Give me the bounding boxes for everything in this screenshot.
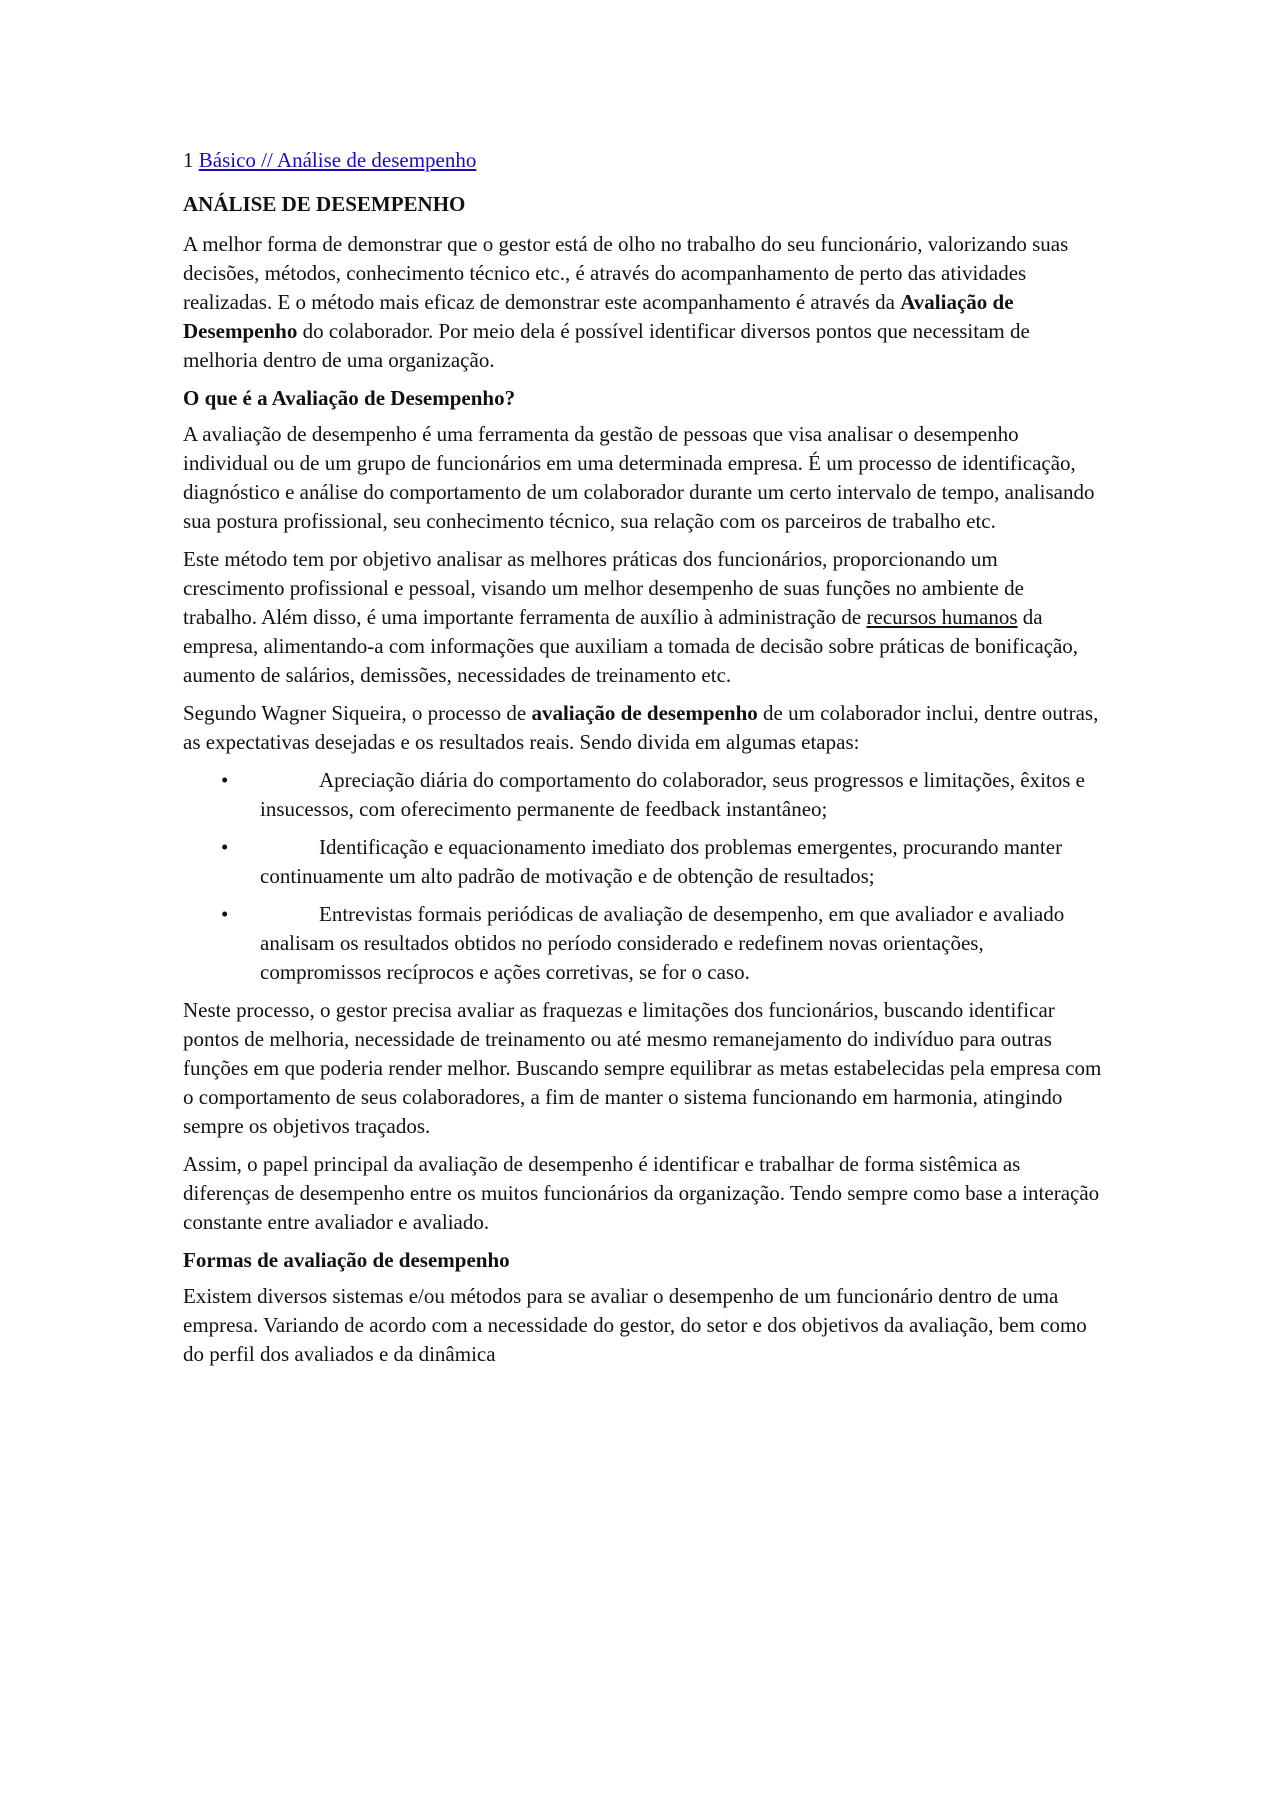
intro-text-2: do colaborador. Por meio dela é possível identificar diversos pontos que necessitam de melhoria dentro de uma organização.	[183, 319, 1030, 372]
siqueira-paragraph	[183, 699, 1103, 757]
bullet-icon: •	[221, 902, 229, 926]
breadcrumb-link[interactable]: Básico // Análise de desempenho	[198, 148, 477, 172]
list-item	[183, 766, 1103, 824]
conclusion-paragraph: Assim, o papel principal da avaliação de desempenho é identificar e trabalhar de forma sistêmica as diferenças de desempenho entre os muitos funcionários da organização. Tendo sempre como base a interação constante entre avaliador e avaliado.	[183, 1152, 1100, 1234]
page-title: ANÁLISE DE DESEMPENHO	[183, 192, 466, 216]
breadcrumb	[183, 146, 1103, 175]
process-paragraph: Neste processo, o gestor precisa avaliar as fraquezas e limitações dos funcionários, buscando identificar pontos de melhoria, necessidade de treinamento ou até mesmo remanejamento do indivíduo para outras funções em que poderia render melhor. Buscando sempre equilibrar as metas estabelecidas pela empresa com o comportamento de seus colaboradores, a fim de manter o sistema funcionando em harmonia, atingindo sempre os objetivos traçados.	[183, 998, 1102, 1138]
list-item	[183, 900, 1103, 987]
objective-text-2: da empresa, alimentando-a com informações que auxiliam a tomada de decisão sobre práticas de bonificação, aumento de salários, demissões, necessidades de treinamento etc.	[183, 605, 1079, 687]
intro-bold-term: Avaliação de Desempenho	[183, 290, 1014, 343]
objective-text-1: Este método tem por objetivo analisar as melhores práticas dos funcionários, proporcionando um crescimento profissional e pessoal, visando um melhor desempenho de suas funções no ambiente de trabalho. Além disso, é uma importante ferramenta de auxílio à administração de	[183, 547, 1024, 629]
bullet-icon: •	[221, 768, 229, 792]
step-text: Entrevistas formais periódicas de avaliação de desempenho, em que avaliador e avaliado analisam os resultados obtidos no período considerado e redefinem novas orientações, compromissos recíprocos e ações corretivas, se for o caso.	[260, 902, 1065, 984]
steps-list	[183, 766, 1103, 987]
list-item	[183, 833, 1103, 891]
siqueira-text-1: Segundo Wagner Siqueira, o processo de	[183, 701, 532, 725]
siqueira-text-2: de um colaborador inclui, dentre outras, as expectativas desejadas e os resultados reais. Sendo divida em algumas etapas:	[183, 701, 1099, 754]
intro-paragraph	[183, 230, 1103, 375]
siqueira-bold-term: avaliação de desempenho	[531, 701, 758, 725]
breadcrumb-number: 1	[183, 148, 194, 172]
intro-text-1: A melhor forma de demonstrar que o gestor está de olho no trabalho do seu funcionário, valorizando suas decisões, métodos, conhecimento técnico etc., é através do acompanhamento de perto das atividades realizadas. E o método mais eficaz de demonstrar este acompanhamento é através da	[183, 232, 1069, 314]
bullet-icon: •	[221, 835, 229, 859]
recursos-humanos-link[interactable]: recursos humanos	[866, 605, 1018, 629]
objective-paragraph	[183, 545, 1103, 690]
definition-paragraph: A avaliação de desempenho é uma ferramenta da gestão de pessoas que visa analisar o desempenho individual ou de um grupo de funcionários em uma determinada empresa. É um processo de identificação, diagnóstico e análise do comportamento de um colaborador durante um certo intervalo de tempo, analisando sua postura profissional, seu conhecimento técnico, sua relação com os parceiros de trabalho etc.	[183, 422, 1095, 533]
section-heading-forms: Formas de avaliação de desempenho	[183, 1248, 510, 1272]
section-heading-what-is: O que é a Avaliação de Desempenho?	[183, 386, 516, 410]
forms-paragraph: Existem diversos sistemas e/ou métodos para se avaliar o desempenho de um funcionário dentro de uma empresa. Variando de acordo com a necessidade do gestor, do setor e dos objetivos da avaliação, bem como do perfil dos avaliados e da dinâmica	[183, 1284, 1087, 1366]
document-page	[183, 146, 1103, 1378]
step-text: Apreciação diária do comportamento do colaborador, seus progressos e limitações, êxitos e insucessos, com oferecimento permanente de feedback instantâneo;	[260, 768, 1085, 821]
step-text: Identificação e equacionamento imediato dos problemas emergentes, procurando manter continuamente um alto padrão de motivação e de obtenção de resultados;	[260, 835, 1063, 888]
